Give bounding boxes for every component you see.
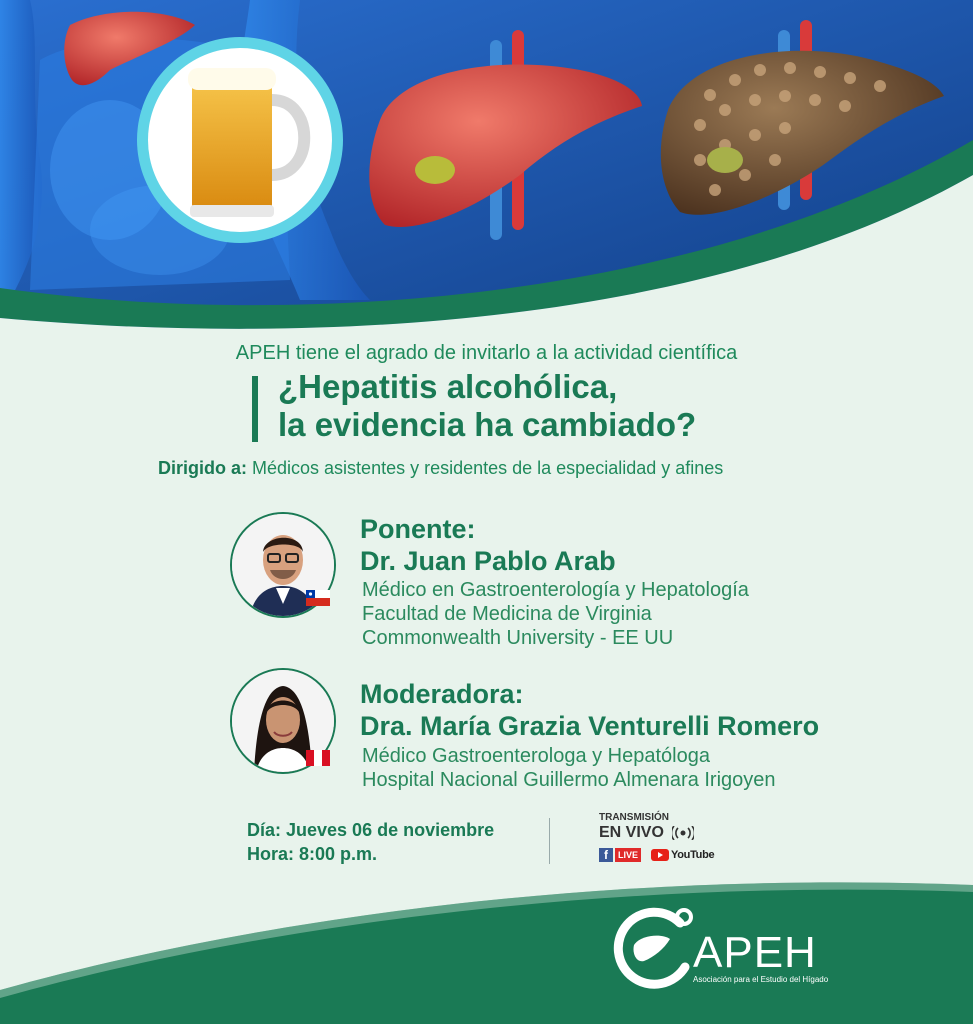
beer-mug-icon [137,37,343,243]
hero-illustration [0,0,973,330]
audience-text: Médicos asistentes y residentes de la especialidad y afines [252,458,724,478]
moderator-name: Dra. María Grazia Venturelli Romero [360,711,820,741]
chile-flag-icon [306,590,330,606]
moderator-affiliation-line: Hospital Nacional Guillermo Almenara Irigoyen [362,769,776,791]
apeh-tagline: Asociación para el Estudio del Hígado [693,975,829,984]
moderator-affiliation-line: Médico Gastroenterologa y Hepatóloga [362,745,710,767]
stream-label-main: EN VIVO [599,824,664,841]
event-time: Hora: 8:00 p.m. [247,844,378,864]
title-line-2: la evidencia ha cambiado? [278,406,697,443]
footer-band [0,880,973,1024]
stream-info [599,812,714,862]
speaker-affiliation [362,578,749,650]
facebook-live-badge [599,848,641,862]
event-datetime [247,818,494,866]
title-line-1: ¿Hepatitis alcohólica, [278,368,618,405]
title-accent-bar [252,376,258,442]
peru-flag-icon [306,750,330,766]
speaker-affiliation-line: Facultad de Medicina de Virginia [362,603,652,625]
event-title [278,368,696,444]
speaker-affiliation-line: Commonwealth University - EE UU [362,627,674,649]
speaker-role: Ponente: [360,514,476,544]
speaker-affiliation-line: Médico en Gastroenterología y Hepatología [362,579,749,601]
moderator-affiliation [362,744,776,792]
live-label: LIVE [615,848,641,862]
intro-text: APEH tiene el agrado de invitarlo a la actividad científica [235,342,738,364]
youtube-icon [651,849,669,861]
broadcast-icon [672,826,694,840]
speaker-name: Dr. Juan Pablo Arab [360,546,616,576]
youtube-label: YouTube [671,849,715,861]
apeh-logo-mark [610,905,700,995]
apeh-logo-text: APEH [693,928,817,977]
moderator-role: Moderadora: [360,679,524,709]
youtube-badge [651,849,714,861]
stream-label-top: TRANSMISIÓN [599,812,669,823]
apeh-liver-logo-icon [610,905,700,995]
event-day: Día: Jueves 06 de noviembre [247,820,495,840]
audience-line [158,458,723,479]
audience-label: Dirigido a: [158,458,247,478]
facebook-icon: f [599,848,613,862]
vertical-divider [549,818,550,864]
